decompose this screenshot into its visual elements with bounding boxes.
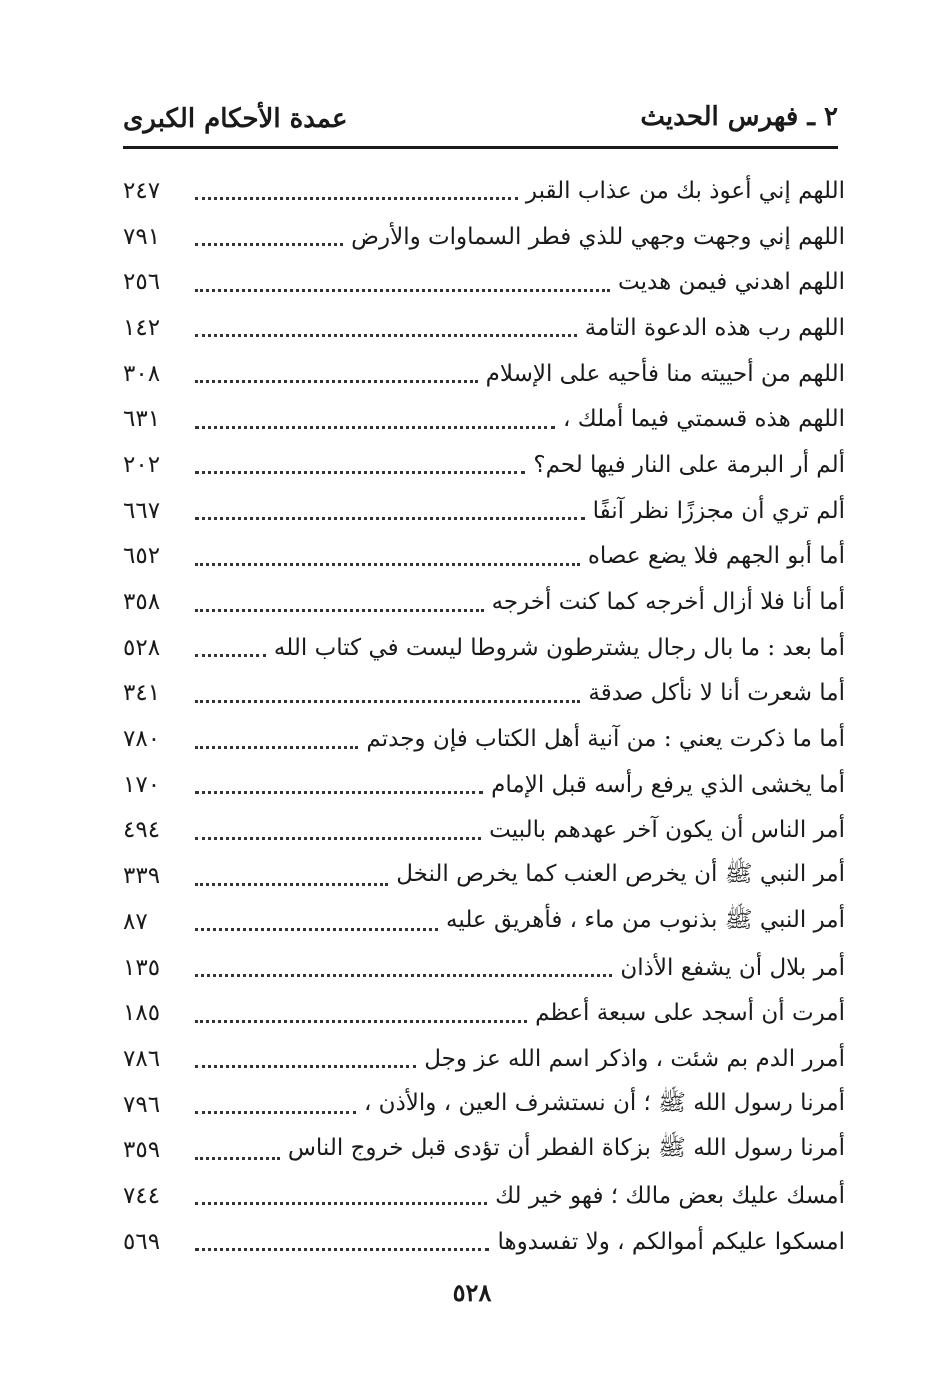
- index-entry: [123, 808, 845, 854]
- index-entry: [123, 945, 845, 991]
- dot-leader: [195, 928, 438, 931]
- section-title: ٢ ـ فهرس الحديث: [640, 102, 838, 132]
- entry-text: أما ما ذكرت يعني : من آنية أهل الكتاب فإن وجدتم: [366, 726, 845, 753]
- index-entry: [123, 396, 845, 442]
- index-entry: [123, 442, 845, 488]
- entry-text: اللهم اهدني فيمن هديت: [618, 269, 845, 296]
- index-entry: [123, 899, 845, 945]
- entry-text: اللهم إني وجهت وجهي للذي فطر السماوات والأرض: [351, 223, 845, 250]
- dot-leader: [195, 837, 481, 840]
- dot-leader: [195, 609, 484, 612]
- entry-page-number: ٥٢٨: [123, 634, 161, 661]
- entry-page-number: ٥٦٩: [123, 1228, 161, 1255]
- dot-leader: [195, 1111, 356, 1114]
- dot-leader: [195, 1248, 489, 1251]
- entry-page-number: ٢٥٦: [123, 269, 161, 296]
- entry-page-number: ٧٩١: [123, 223, 161, 250]
- hadith-index-list: [123, 168, 845, 1265]
- index-entry: [123, 488, 845, 534]
- entry-page-number: ٢٤٧: [123, 177, 161, 204]
- index-entry: [123, 214, 845, 260]
- dot-leader: [195, 243, 343, 246]
- index-entry: [123, 762, 845, 808]
- dot-leader: [195, 974, 612, 977]
- entry-page-number: ١٤٢: [123, 314, 161, 341]
- book-title: عمدة الأحكام الكبرى: [123, 104, 348, 134]
- index-entry: [123, 1219, 845, 1265]
- entry-text: اللهم رب هذه الدعوة التامة: [584, 314, 845, 341]
- entry-text: أما شعرت أنا لا نأكل صدقة: [588, 680, 845, 707]
- entry-text: اللهم إني أعوذ بك من عذاب القبر: [525, 177, 845, 204]
- entry-text: أمرت أن أسجد على سبعة أعظم: [535, 1000, 845, 1027]
- dot-leader: [195, 700, 580, 703]
- entry-text: اللهم من أحييته منا فأحيه على الإسلام: [485, 360, 845, 387]
- header-rule: [123, 146, 838, 149]
- index-entry: [123, 305, 845, 351]
- entry-text: أما يخشى الذي يرفع رأسه قبل الإمام: [491, 771, 845, 798]
- entry-text: أمرنا رسول الله ﷺ ؛ أن نستشرف العين ، والأذن ،: [363, 1089, 845, 1116]
- entry-text: أمر النبي ﷺ أن يخرص العنب كما يخرص النخل: [396, 861, 845, 888]
- entry-page-number: ٦٦٧: [123, 497, 161, 524]
- dot-leader: [195, 197, 518, 200]
- entry-page-number: ١٧٠: [123, 771, 161, 798]
- entry-text: أمرر الدم بم شئت ، واذكر اسم الله عز وجل: [424, 1045, 845, 1072]
- index-entry: [123, 625, 845, 671]
- dot-leader: [195, 517, 585, 520]
- entry-text: أمرنا رسول الله ﷺ بزكاة الفطر أن تؤدى قبل خروج الناس: [287, 1135, 845, 1162]
- dot-leader: [195, 1157, 280, 1160]
- dot-leader: [195, 563, 580, 566]
- page-number: ٥٢٨: [452, 1278, 492, 1307]
- index-entry: [123, 1173, 845, 1219]
- index-entry: [123, 1082, 845, 1128]
- index-entry: [123, 671, 845, 717]
- entry-text: ألم أر البرمة على النار فيها لحم؟: [533, 451, 845, 478]
- entry-text: أما أبو الجهم فلا يضع عصاه: [587, 543, 845, 570]
- entry-page-number: ١٣٥: [123, 954, 161, 981]
- dot-leader: [195, 1202, 487, 1205]
- dot-leader: [195, 746, 358, 749]
- entry-text: أما أنا فلا أزال أخرجه كما كنت أخرجه: [491, 589, 845, 616]
- index-entry: [123, 1036, 845, 1082]
- entry-page-number: ٢٠٢: [123, 451, 161, 478]
- entry-text: ألم تري أن مجززًا نظر آنفًا: [592, 497, 845, 524]
- running-header: [123, 102, 838, 148]
- index-entry: [123, 351, 845, 397]
- index-entry: [123, 534, 845, 580]
- dot-leader: [195, 471, 525, 474]
- entry-page-number: ٣٥٨: [123, 589, 161, 616]
- index-entry: [123, 259, 845, 305]
- index-entry: [123, 716, 845, 762]
- entry-text: أمر النبي ﷺ بذنوب من ماء ، فأهريق عليه: [446, 906, 845, 933]
- entry-page-number: ٧٨٦: [123, 1045, 161, 1072]
- dot-leader: [195, 334, 577, 337]
- index-entry: [123, 853, 845, 899]
- entry-page-number: ٦٥٢: [123, 543, 161, 570]
- entry-page-number: ٣٠٨: [123, 360, 161, 387]
- entry-page-number: ٧٤٤: [123, 1182, 161, 1209]
- entry-page-number: ٦٣١: [123, 406, 161, 433]
- dot-leader: [195, 1065, 416, 1068]
- dot-leader: [195, 883, 388, 886]
- entry-page-number: ٧٨٠: [123, 726, 161, 753]
- dot-leader: [195, 289, 610, 292]
- entry-text: أمر بلال أن يشفع الأذان: [620, 954, 845, 981]
- entry-page-number: ١٨٥: [123, 1000, 161, 1027]
- entry-text: امسكوا عليكم أموالكم ، ولا تفسدوها: [497, 1228, 845, 1255]
- dot-leader: [195, 426, 555, 429]
- entry-page-number: ٣٥٩: [123, 1137, 161, 1164]
- index-entry: [123, 990, 845, 1036]
- entry-page-number: ٣٤١: [123, 680, 161, 707]
- entry-page-number: ٤٩٤: [123, 817, 161, 844]
- entry-text: اللهم هذه قسمتي فيما أملك ،: [562, 406, 845, 433]
- entry-page-number: ٨٧: [123, 908, 148, 935]
- entry-page-number: ٣٣٩: [123, 863, 161, 890]
- index-entry: [123, 1127, 845, 1173]
- dot-leader: [195, 654, 266, 657]
- entry-text: أما بعد : ما بال رجال يشترطون شروطا ليست في كتاب الله: [273, 634, 845, 661]
- index-entry: [123, 579, 845, 625]
- dot-leader: [195, 1020, 527, 1023]
- entry-text: أمر الناس أن يكون آخر عهدهم بالبيت: [489, 817, 845, 844]
- dot-leader: [195, 791, 483, 794]
- dot-leader: [195, 380, 478, 383]
- index-entry: [123, 168, 845, 214]
- entry-page-number: ٧٩٦: [123, 1091, 161, 1118]
- entry-text: أمسك عليك بعض مالك ؛ فهو خير لك: [495, 1182, 845, 1209]
